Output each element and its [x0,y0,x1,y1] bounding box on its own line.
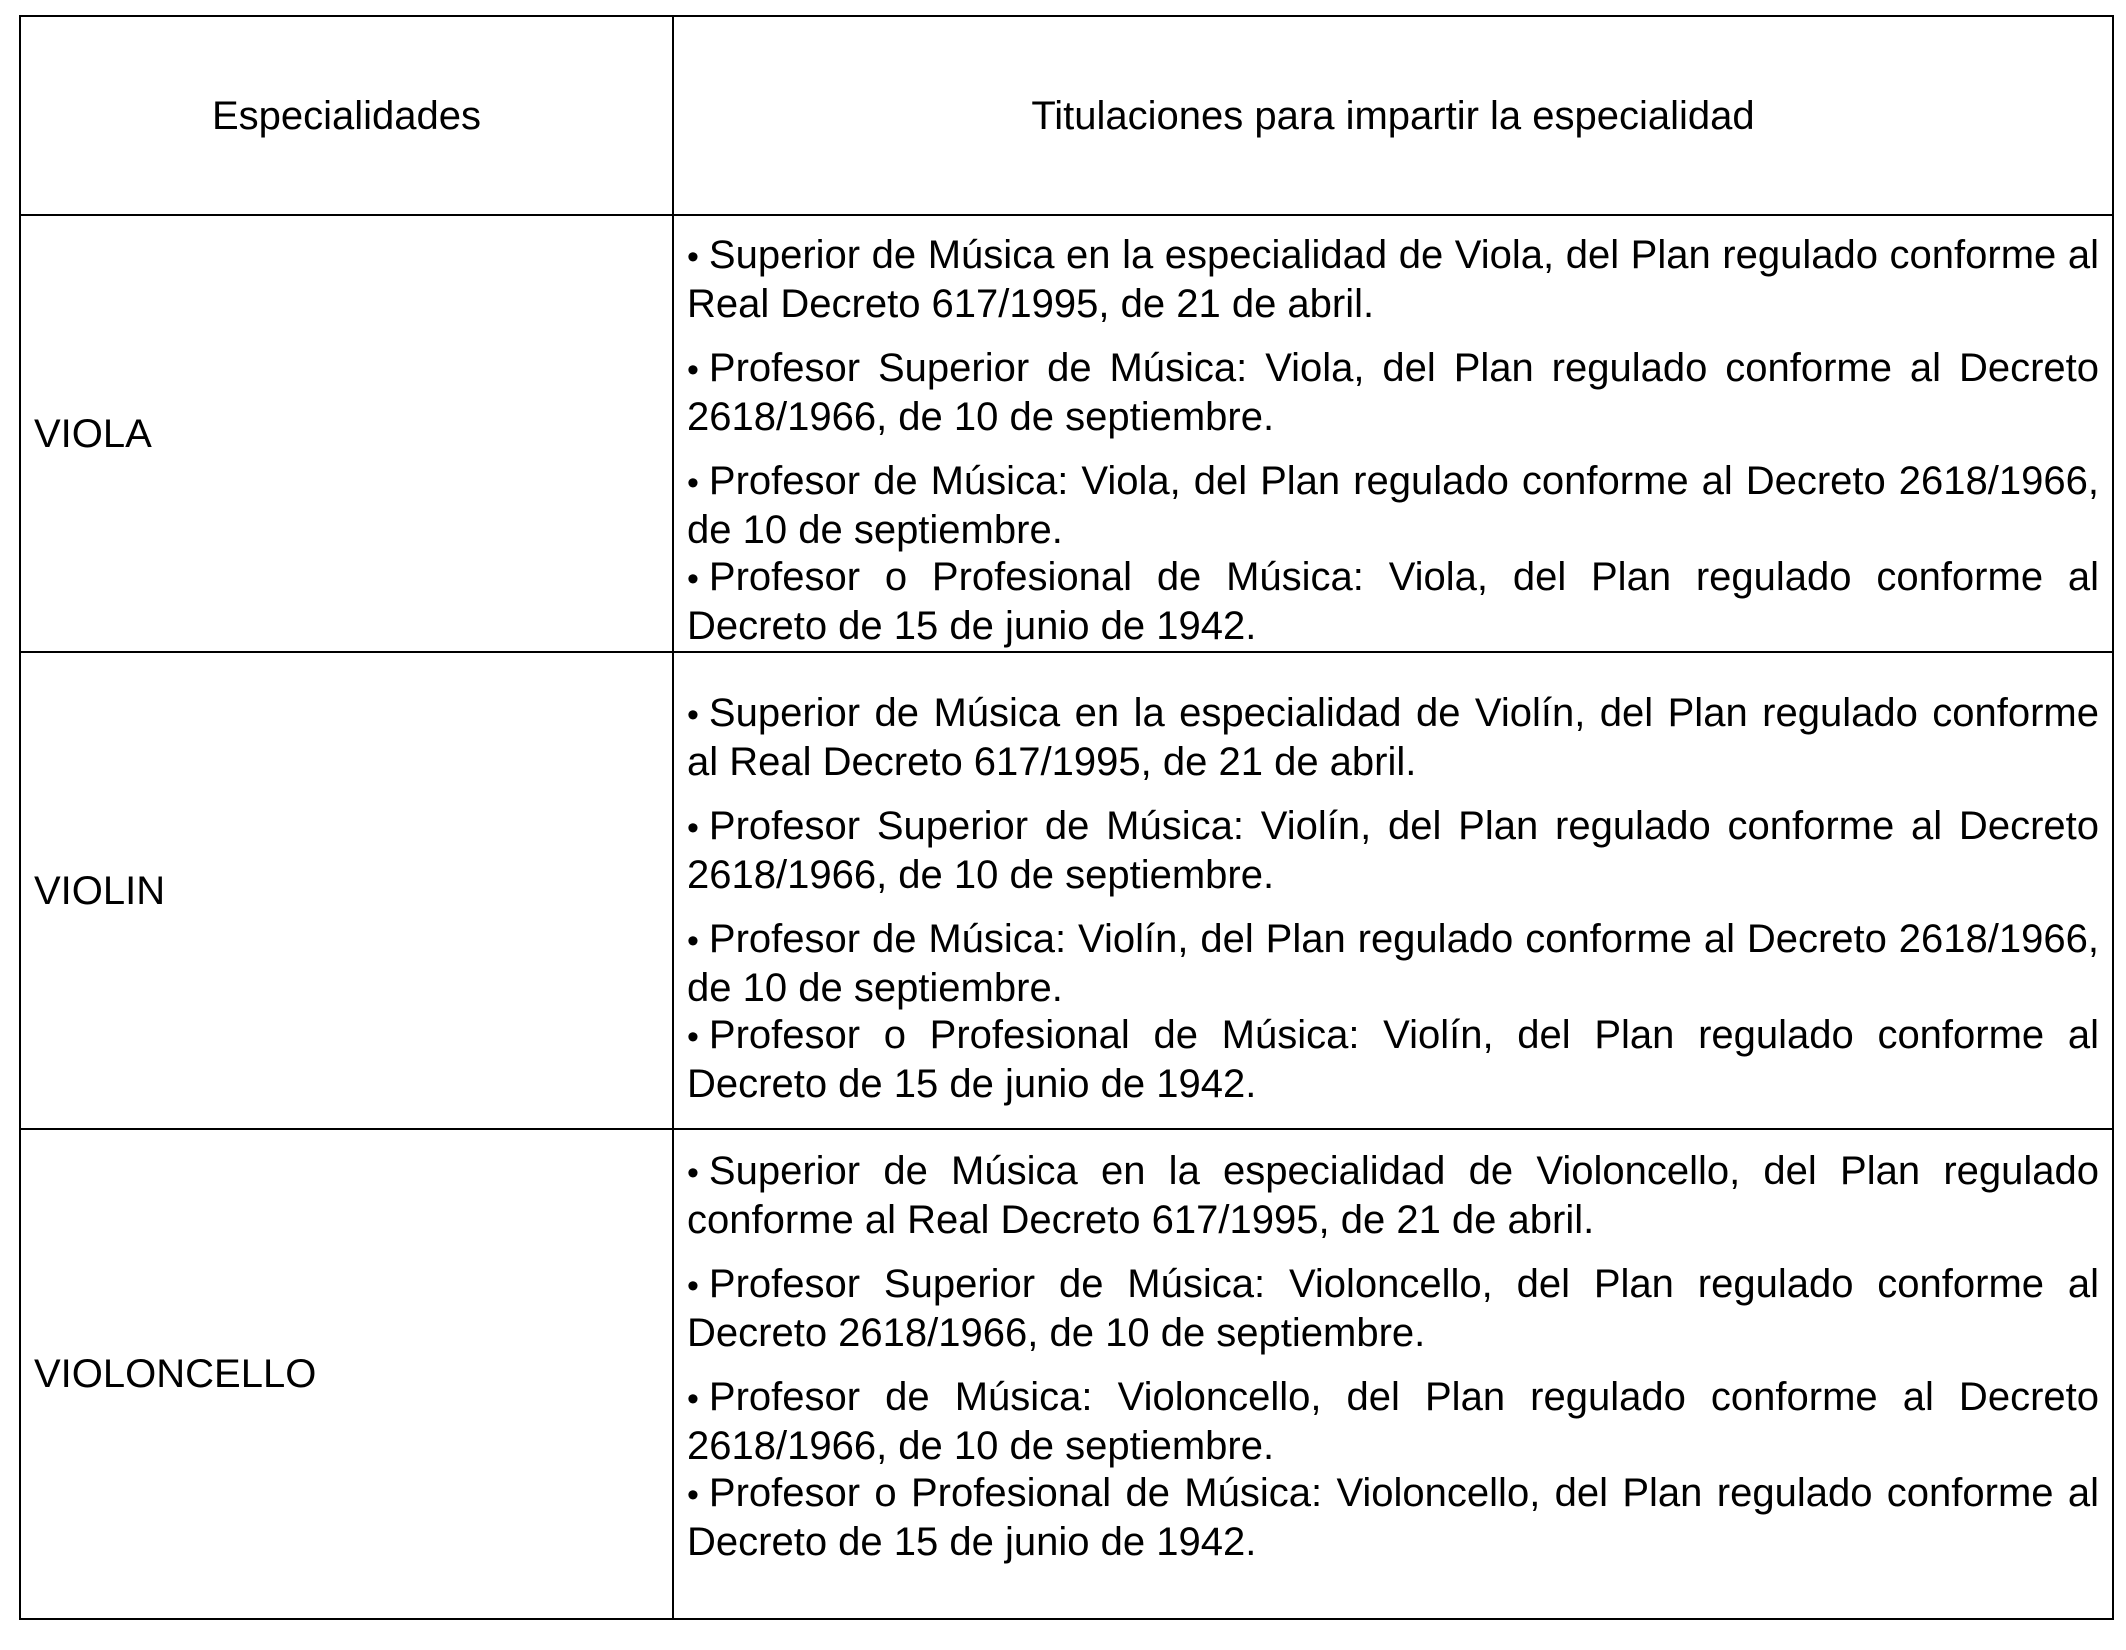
table-header-row [20,16,2113,215]
title-text: Superior de Música en la especialidad de Violín, del Plan regulado conforme al Real Decreto 617/1995, de 21 de abril. [687,691,2099,784]
title-item [687,232,2099,328]
bullet-icon: • [687,238,699,276]
specialty-name: VIOLIN [20,652,673,1129]
titles-list [687,690,2099,1108]
bullet-icon: • [687,464,699,502]
title-item [687,1148,2099,1244]
title-text: Profesor Superior de Música: Violín, del Plan regulado conforme al Decreto 2618/1966, de 10 de septiembre. [687,804,2099,897]
table-row [20,1129,2113,1619]
table-row [20,215,2113,652]
bullet-icon: • [687,1154,699,1192]
title-text: Superior de Música en la especialidad de Violoncello, del Plan regulado conforme al Real Decreto 617/1995, de 21 de abril. [687,1149,2099,1242]
title-text: Profesor de Música: Violín, del Plan regulado conforme al Decreto 2618/1966, de 10 de septiembre. [687,917,2099,1010]
titles-cell [673,215,2113,652]
specialties-table [19,15,2114,1620]
bullet-icon: • [687,1018,699,1056]
header-specialties: Especialidades [20,16,673,215]
title-item [687,1374,2099,1470]
bullet-icon: • [687,922,699,960]
title-item [687,554,2099,650]
specialty-name: VIOLONCELLO [20,1129,673,1619]
title-text: Profesor Superior de Música: Viola, del Plan regulado conforme al Decreto 2618/1966, de 10 de septiembre. [687,346,2099,439]
title-text: Profesor o Profesional de Música: Viola, del Plan regulado conforme al Decreto de 15 de junio de 1942. [687,555,2099,648]
title-text: Profesor Superior de Música: Violoncello, del Plan regulado conforme al Decreto 2618/1966, de 10 de septiembre. [687,1262,2099,1355]
title-text: Superior de Música en la especialidad de Viola, del Plan regulado conforme al Real Decreto 617/1995, de 21 de abril. [687,233,2099,326]
specialty-name: VIOLA [20,215,673,652]
title-item [687,803,2099,899]
bullet-icon: • [687,351,699,389]
bullet-icon: • [687,809,699,847]
titles-list [687,1148,2099,1566]
title-item [687,1012,2099,1108]
titles-cell [673,1129,2113,1619]
title-text: Profesor de Música: Viola, del Plan regulado conforme al Decreto 2618/1966, de 10 de septiembre. [687,459,2099,552]
title-text: Profesor de Música: Violoncello, del Plan regulado conforme al Decreto 2618/1966, de 10 de septiembre. [687,1375,2099,1468]
title-item [687,690,2099,786]
titles-list [687,232,2099,650]
bullet-icon: • [687,560,699,598]
titles-cell [673,652,2113,1129]
title-item [687,458,2099,554]
title-item [687,1261,2099,1357]
title-item [687,916,2099,1012]
title-item [687,1470,2099,1566]
bullet-icon: • [687,1267,699,1305]
bullet-icon: • [687,1380,699,1418]
title-text: Profesor o Profesional de Música: Violín, del Plan regulado conforme al Decreto de 15 de junio de 1942. [687,1013,2099,1106]
bullet-icon: • [687,696,699,734]
table-row [20,652,2113,1129]
bullet-icon: • [687,1476,699,1514]
header-titles: Titulaciones para impartir la especialidad [673,16,2113,215]
title-text: Profesor o Profesional de Música: Violoncello, del Plan regulado conforme al Decreto de 15 de junio de 1942. [687,1471,2099,1564]
title-item [687,345,2099,441]
